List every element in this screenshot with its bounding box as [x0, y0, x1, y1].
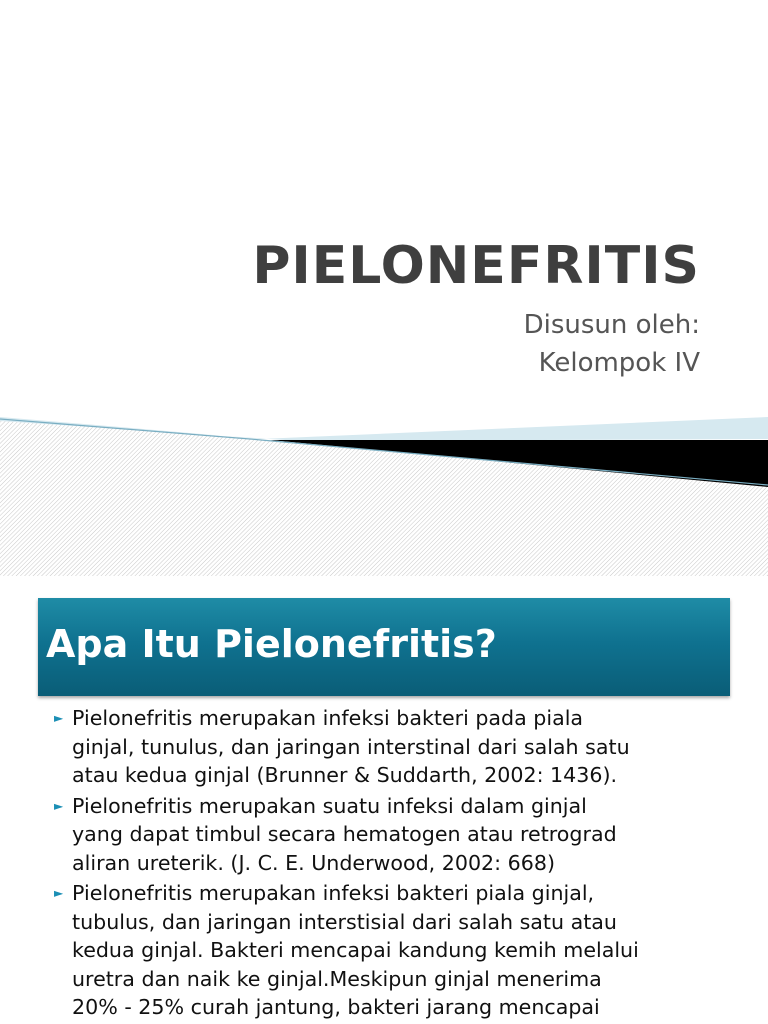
content-slide	[0, 576, 768, 1024]
bullet-list	[52, 704, 752, 1024]
bullet-line: Pielonefritis merupakan infeksi bakteri piala ginjal,	[72, 881, 595, 905]
triangle-right-bullet-icon: ►	[54, 886, 64, 900]
triangle-right-bullet-icon: ►	[54, 711, 64, 725]
list-item	[52, 792, 752, 878]
triangle-right-bullet-icon: ►	[54, 798, 64, 813]
bullet-line: 20% - 25% curah jantung, bakteri jarang mencapai	[72, 995, 600, 1019]
heading-band	[38, 598, 730, 696]
presentation-title: PIELONEFRITIS	[252, 236, 700, 296]
slide-heading: Apa Itu Pielonefritis?	[46, 622, 497, 666]
bullet-line: Pielonefritis merupakan suatu infeksi dalam ginjal	[72, 793, 587, 818]
subtitle-author-label: Disusun oleh:	[523, 310, 700, 340]
list-item	[52, 704, 752, 790]
bullet-line: atau kedua ginjal (Brunner & Suddarth, 2002: 1436).	[72, 763, 618, 787]
subtitle-group-name: Kelompok IV	[538, 348, 700, 378]
bullet-line: aliran ureterik. (J. C. E. Underwood, 2002: 668)	[72, 850, 555, 875]
list-item	[52, 879, 752, 1022]
bullet-line: uretra dan naik ke ginjal.Meskipun ginjal menerima	[72, 966, 602, 991]
bullet-line: yang dapat timbul secara hematogen atau retrograd	[72, 822, 617, 846]
bullet-line: kedua ginjal. Bakteri mencapai kandung kemih melalui	[72, 938, 639, 962]
bullet-line: tubulus, dan jaringan interstisial dari salah satu atau	[72, 909, 617, 934]
bullet-line: Pielonefritis merupakan infeksi bakteri pada piala	[72, 706, 584, 730]
wave-decoration	[0, 405, 768, 576]
bullet-line: ginjal, tunulus, dan jaringan interstinal dari salah satu	[72, 734, 630, 759]
